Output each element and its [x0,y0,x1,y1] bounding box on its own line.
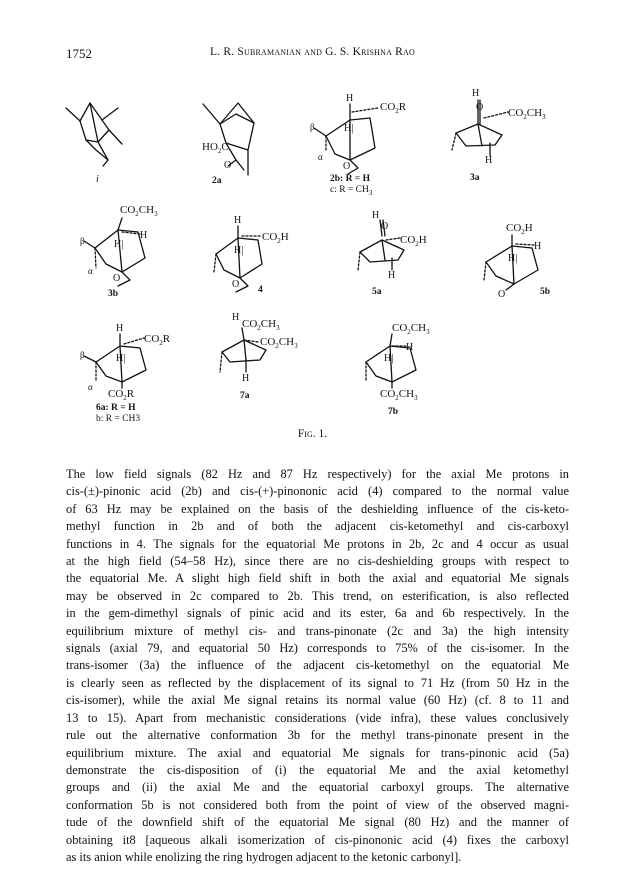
text-line: groups and (ii) the axial Me and the equatorial carboxyl groups. The alternative [66,780,569,795]
label-4: 4 [258,285,263,295]
svg-text:H: H [388,270,396,281]
text-line: functions in 4. The signals for the equatorial Me protons in 2b, 2c and 4 occur as usual [66,536,569,551]
svg-text:α: α [88,266,93,276]
svg-text:CO2R: $CO_2R$ [380,101,407,115]
svg-text:O: O [113,273,121,284]
body-text [66,466,569,866]
structure-3b [80,204,158,299]
svg-text:β: β [80,236,85,246]
structure-6 [80,323,171,424]
structure-3a [452,88,546,183]
svg-text:O: O [498,289,506,300]
svg-text:α: α [318,152,323,162]
structure-5a [358,210,427,297]
structure-4 [214,215,289,295]
svg-text:β: β [80,350,85,360]
text-line: cis-isomer), while the axial Me signal retains its normal value (60 Hz) (cf. 8 to 11 and [66,693,569,708]
svg-text:H: H [232,312,240,323]
page-number: 1752 [66,46,92,61]
label-6b: b: R = CH3 [96,414,141,424]
svg-text:CO2CH3: $CO_2CH_3$ [380,388,418,402]
svg-text:H: H [140,230,148,241]
svg-text:O: O [476,102,484,113]
text-line: tude of the downfield shift of the equatorial Me signal (80 Hz) and the manner of [66,815,569,830]
svg-text:H: H [534,241,542,252]
text-line: signals (axial 79, and equatorial 50 Hz) corresponds to 75% of the cis-isomer. In the [66,641,569,656]
text-line: as its anion while enolizing the ring hydrogen adjacent to the ketonic carbonyl]. [66,849,462,864]
text-line: equilibrium mixture of methyl cis- and trans-pinonate (2c and 3a) the high intensity [66,623,569,638]
svg-text:H: H [242,373,250,384]
svg-text:O: O [381,221,389,232]
label-ho2c: $HO_2C$ [202,141,229,155]
label-6a: 6a: R = H [96,403,136,413]
text-line: the equatorial Me. A slight high field shift in both the axial and equatorial Me signals [66,571,569,586]
structure-2a [202,103,254,186]
structure-i [66,103,122,185]
svg-text:O: O [224,160,232,171]
svg-text:H: H [485,155,493,166]
svg-text:H: H [234,215,242,226]
text-line: trans-isomer (3a) the influence of the adjacent cis-ketomethyl on the equatorial Me [66,658,569,673]
figure-caption: Fig. 1. [297,428,328,440]
structure-5b [484,222,550,300]
structure-7b [366,322,430,417]
running-title: L. R. Subramanian and G. S. Krishna Rao [210,46,415,58]
text-line: equilibrium mixture. The axial and equatorial Me signals for trans-pinonic acid (5a) [66,745,569,760]
svg-text:H: H [372,210,380,221]
text-line: rule out the alternative conformation 3b for the methyl trans-pinonate present in the [66,728,569,743]
text-line: cis-(±)-pinonic acid (2b) and cis-(+)-pinononic acid (4) compared to the normal value [66,484,569,499]
label-7a: 7a [240,391,250,401]
svg-text:H|: H| [234,245,244,256]
label-2c: c: $R = CH_3$ [330,185,373,197]
structure-2bc [310,93,407,197]
label-3a: 3a [470,173,480,183]
structure-7a [220,312,298,401]
label-5a: 5a [372,287,382,297]
svg-text:CO2R: $CO_2R$ [108,388,135,402]
svg-text:CO2CH3: $CO_2CH_3$ [242,318,280,332]
svg-text:CO2CH3: $CO_2CH_3$ [508,107,546,121]
svg-text:H|: H| [116,353,126,364]
svg-text:O: O [232,279,240,290]
svg-text:CO2CH3: $CO_2CH_3$ [392,322,430,336]
text-line: may be observed in 2c compared to 2b. This trend, on esterification, is also reflected [66,588,569,603]
text-line: 13 to 15). Apart from mechanistic considerations (vide infra), these values conclusively [66,710,569,725]
svg-text:H|: H| [114,239,124,250]
text-line: conformation 5b is not considered both from the point of view of the observed magni- [66,797,569,812]
text-line: in the gem-dimethyl signals of pinic acid and its ester, 6a and 6b respectively. In the [66,606,569,621]
label-5b: 5b [540,287,551,297]
text-line: at the high field (54–58 Hz), since there are no cis-deshielding groups with respect to [66,554,569,569]
svg-text:H|: H| [508,253,518,264]
label-7b: 7b [388,407,399,417]
svg-text:CO2R: $CO_2R$ [144,333,171,347]
svg-text:CO2H: $CO_2H$ [400,234,427,248]
svg-text:β: β [310,122,315,132]
label-2a: 2a [212,176,222,186]
label-2b: 2b: R = H [330,174,370,184]
label-i: i [96,174,99,185]
svg-text:H: H [116,323,124,334]
svg-text:H: H [472,88,480,99]
text-line: is clearly seen as reflected by the displacement of its signal to 71 Hz (from 50 Hz in the [66,675,569,690]
svg-text:CO2H: $CO_2H$ [506,222,533,236]
text-line: demonstrate the cis-disposition of (i) the equatorial Me and the axial ketomethyl [66,762,569,777]
text-line: obtaining it8 [aqueous alkali isomerization of cis-pinononic acid (4) fixes the carboxyl [66,832,569,847]
svg-text:H: H [346,93,354,104]
svg-text:α: α [88,382,93,392]
text-line: The low field signals (82 Hz and 87 Hz respectively) for the axial Me protons in [66,467,569,481]
svg-text:O: O [343,161,351,172]
svg-text:CO2H: $CO_2H$ [262,231,289,245]
label-3b: 3b [108,289,119,299]
svg-text:CO2CH3: $CO_2CH_3$ [260,336,298,350]
svg-text:H: H [406,342,414,353]
svg-text:H|: H| [344,123,354,134]
text-line: methyl function in 2b and of both the adjacent cis-ketomethyl and cis-carboxyl [66,519,569,534]
svg-text:H|: H| [384,353,394,364]
svg-text:CO2CH3: $CO_2CH_3$ [120,204,158,218]
text-line: of 63 Hz may be explained on the basis of the deshielding influence of the cis-keto- [66,501,569,516]
